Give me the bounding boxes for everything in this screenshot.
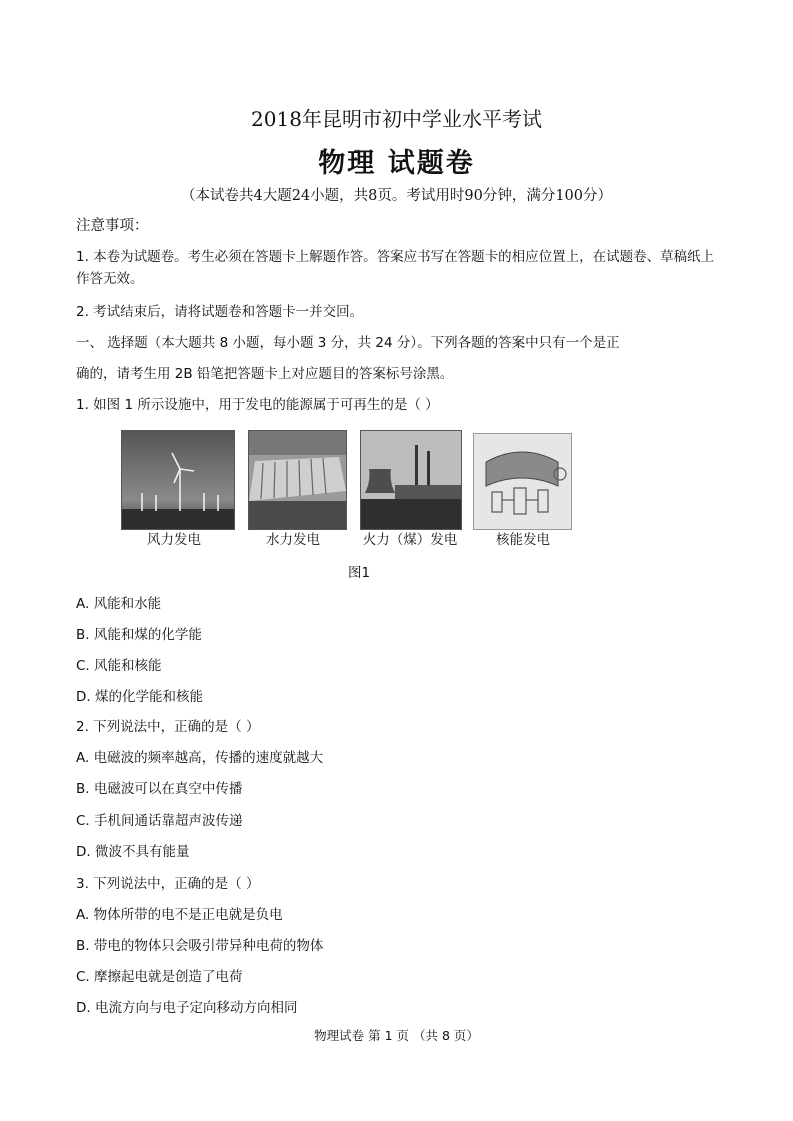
q1-option-d: D. 煤的化学能和核能 <box>76 689 203 705</box>
wind-power-photo <box>121 430 235 530</box>
figure-caption-hydro: 水力发电 <box>266 532 320 548</box>
hydro-power-photo <box>248 430 347 530</box>
q1-option-a: A. 风能和水能 <box>76 596 162 612</box>
q2-option-c: C. 手机间通话靠超声波传递 <box>76 813 243 829</box>
q1-option-b: B. 风能和煤的化学能 <box>76 627 202 643</box>
q3-option-b: B. 带电的物体只会吸引带异种电荷的物体 <box>76 938 324 954</box>
figure-label: 图1 <box>348 565 371 581</box>
exam-info: （本试卷共4大题24小题，共8页。考试用时90分钟，满分100分） <box>180 188 613 204</box>
question-1-stem: 1. 如图 1 所示设施中，用于发电的能源属于可再生的是（ ） <box>76 397 439 413</box>
section-heading-line1: 一、 选择题（本大题共 8 小题，每小题 3 分，共 24 分）。下列各题的答案中只有一个是正 <box>76 335 620 351</box>
figure-caption-nuclear: 核能发电 <box>496 532 550 548</box>
q3-option-a: A. 物体所带的电不是正电就是负电 <box>76 907 283 923</box>
section-heading-line2: 确的，请考生用 2B 铅笔把答题卡上对应题目的答案标号涂黑。 <box>76 366 454 382</box>
notice-item-1: 1. 本卷为试题卷。考生必须在答题卡上解题作答。答案应书写在答题卡的相应位置上，在试题卷、草稿纸上作答无效。 <box>76 249 715 287</box>
notice-item-2: 2. 考试结束后，请将试题卷和答题卡一并交回。 <box>76 304 364 320</box>
q1-option-c: C. 风能和核能 <box>76 658 162 674</box>
subject-title: 物理 试题卷 <box>318 148 475 179</box>
coal-power-photo <box>360 430 462 530</box>
q2-option-d: D. 微波不具有能量 <box>76 844 190 860</box>
figure-caption-coal: 火力（煤）发电 <box>362 532 458 548</box>
page-footer: 物理试卷 第 1 页 （共 8 页） <box>314 1028 479 1043</box>
notice-heading: 注意事项： <box>76 218 149 234</box>
q3-option-c: C. 摩擦起电就是创造了电荷 <box>76 969 243 985</box>
figure-caption-wind: 风力发电 <box>147 532 201 548</box>
q2-option-a: A. 电磁波的频率越高，传播的速度就越大 <box>76 750 324 766</box>
q2-option-b: B. 电磁波可以在真空中传播 <box>76 781 243 797</box>
q3-option-d: D. 电流方向与电子定向移动方向相同 <box>76 1000 298 1016</box>
exam-title: 2018年昆明市初中学业水平考试 <box>251 107 542 131</box>
nuclear-power-diagram <box>473 433 572 530</box>
question-2-stem: 2. 下列说法中，正确的是（ ） <box>76 719 260 735</box>
question-3-stem: 3. 下列说法中，正确的是（ ） <box>76 876 260 892</box>
